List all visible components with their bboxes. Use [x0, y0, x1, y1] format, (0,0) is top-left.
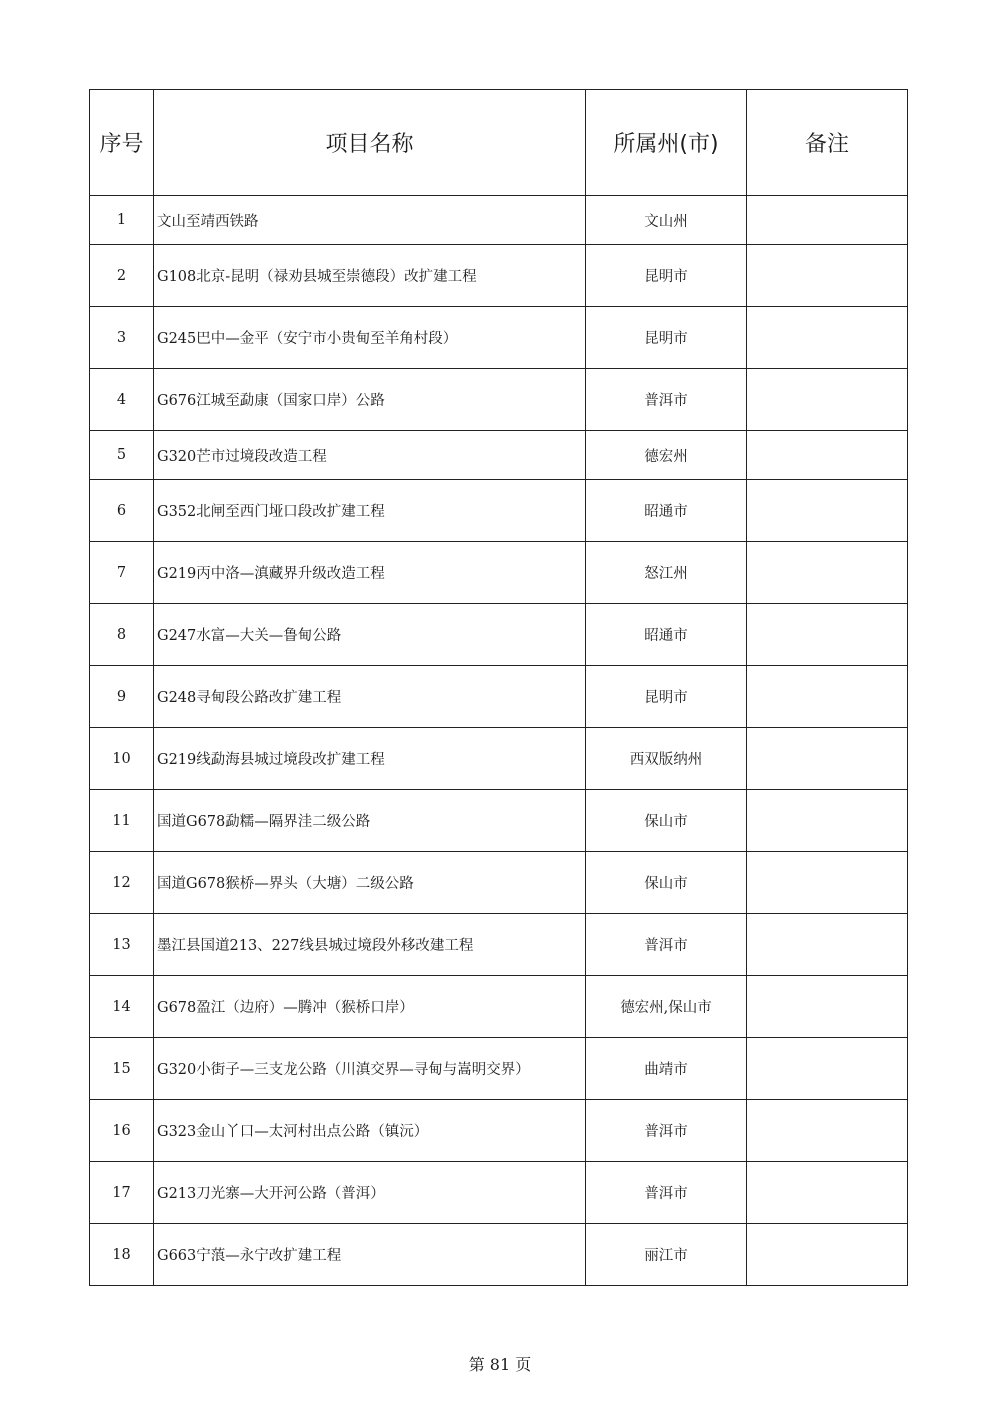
cell-no: 13: [90, 914, 154, 976]
cell-region: 普洱市: [586, 1100, 747, 1162]
cell-project-name: G245巴中—金平（安宁市小贵甸至羊角村段）: [154, 307, 586, 369]
cell-region: 德宏州,保山市: [586, 976, 747, 1038]
cell-project-name: 国道G678猴桥—界头（大塘）二级公路: [154, 852, 586, 914]
cell-remark: [747, 1100, 908, 1162]
cell-no: 9: [90, 666, 154, 728]
cell-remark: [747, 976, 908, 1038]
table-row: [90, 790, 908, 852]
cell-remark: [747, 480, 908, 542]
cell-no: 14: [90, 976, 154, 1038]
table-row: [90, 1100, 908, 1162]
cell-remark: [747, 666, 908, 728]
table-row: [90, 604, 908, 666]
table-row: [90, 1038, 908, 1100]
cell-project-name: G352北闸至西门垭口段改扩建工程: [154, 480, 586, 542]
cell-remark: [747, 245, 908, 307]
header-region: 所属州(市): [586, 90, 747, 196]
table-row: [90, 976, 908, 1038]
cell-remark: [747, 1162, 908, 1224]
cell-remark: [747, 196, 908, 245]
table-row: [90, 542, 908, 604]
cell-region: 曲靖市: [586, 1038, 747, 1100]
cell-region: 文山州: [586, 196, 747, 245]
cell-no: 1: [90, 196, 154, 245]
cell-project-name: G247水富—大关—鲁甸公路: [154, 604, 586, 666]
header-remark: 备注: [747, 90, 908, 196]
table-row: [90, 307, 908, 369]
cell-no: 7: [90, 542, 154, 604]
cell-no: 8: [90, 604, 154, 666]
cell-remark: [747, 542, 908, 604]
cell-region: 保山市: [586, 790, 747, 852]
cell-project-name: 墨江县国道213、227线县城过境段外移改建工程: [154, 914, 586, 976]
cell-region: 昭通市: [586, 480, 747, 542]
table-header-row: [90, 90, 908, 196]
cell-project-name: G108北京-昆明（禄劝县城至崇德段）改扩建工程: [154, 245, 586, 307]
table-row: [90, 728, 908, 790]
cell-project-name: G219线勐海县城过境段改扩建工程: [154, 728, 586, 790]
cell-no: 16: [90, 1100, 154, 1162]
table-row: [90, 1224, 908, 1286]
cell-region: 德宏州: [586, 431, 747, 480]
cell-project-name: G213刀光寨—大开河公路（普洱）: [154, 1162, 586, 1224]
cell-region: 丽江市: [586, 1224, 747, 1286]
header-name: 项目名称: [154, 90, 586, 196]
cell-remark: [747, 728, 908, 790]
cell-no: 5: [90, 431, 154, 480]
cell-project-name: G320小街子—三支龙公路（川滇交界—寻甸与嵩明交界）: [154, 1038, 586, 1100]
cell-region: 昆明市: [586, 307, 747, 369]
cell-project-name: 国道G678勐糯—隔界洼二级公路: [154, 790, 586, 852]
cell-no: 4: [90, 369, 154, 431]
cell-project-name: G676江城至勐康（国家口岸）公路: [154, 369, 586, 431]
cell-region: 昆明市: [586, 245, 747, 307]
cell-project-name: G678盈江（边府）—腾冲（猴桥口岸）: [154, 976, 586, 1038]
cell-remark: [747, 369, 908, 431]
cell-region: 保山市: [586, 852, 747, 914]
cell-remark: [747, 790, 908, 852]
cell-no: 12: [90, 852, 154, 914]
table-body: [90, 196, 908, 1286]
header-no: 序号: [90, 90, 154, 196]
cell-remark: [747, 431, 908, 480]
cell-region: 西双版纳州: [586, 728, 747, 790]
cell-remark: [747, 1038, 908, 1100]
cell-region: 普洱市: [586, 914, 747, 976]
table-row: [90, 196, 908, 245]
table-row: [90, 369, 908, 431]
cell-no: 18: [90, 1224, 154, 1286]
cell-region: 普洱市: [586, 1162, 747, 1224]
cell-project-name: G663宁蒗—永宁改扩建工程: [154, 1224, 586, 1286]
table-row: [90, 480, 908, 542]
cell-region: 昆明市: [586, 666, 747, 728]
cell-region: 昭通市: [586, 604, 747, 666]
cell-region: 怒江州: [586, 542, 747, 604]
cell-project-name: G320芒市过境段改造工程: [154, 431, 586, 480]
project-table: [89, 89, 908, 1286]
cell-project-name: 文山至靖西铁路: [154, 196, 586, 245]
cell-project-name: G248寻甸段公路改扩建工程: [154, 666, 586, 728]
cell-no: 3: [90, 307, 154, 369]
cell-remark: [747, 914, 908, 976]
table-row: [90, 245, 908, 307]
table-row: [90, 1162, 908, 1224]
cell-project-name: G323金山丫口—太河村出点公路（镇沅）: [154, 1100, 586, 1162]
table-row: [90, 914, 908, 976]
cell-remark: [747, 1224, 908, 1286]
cell-region: 普洱市: [586, 369, 747, 431]
cell-project-name: G219丙中洛—滇藏界升级改造工程: [154, 542, 586, 604]
cell-remark: [747, 852, 908, 914]
cell-no: 11: [90, 790, 154, 852]
cell-no: 15: [90, 1038, 154, 1100]
page-number: 第 81 页: [468, 1355, 532, 1374]
cell-no: 2: [90, 245, 154, 307]
cell-remark: [747, 604, 908, 666]
table-row: [90, 431, 908, 480]
table-row: [90, 666, 908, 728]
cell-no: 17: [90, 1162, 154, 1224]
cell-remark: [747, 307, 908, 369]
table-row: [90, 852, 908, 914]
cell-no: 6: [90, 480, 154, 542]
cell-no: 10: [90, 728, 154, 790]
